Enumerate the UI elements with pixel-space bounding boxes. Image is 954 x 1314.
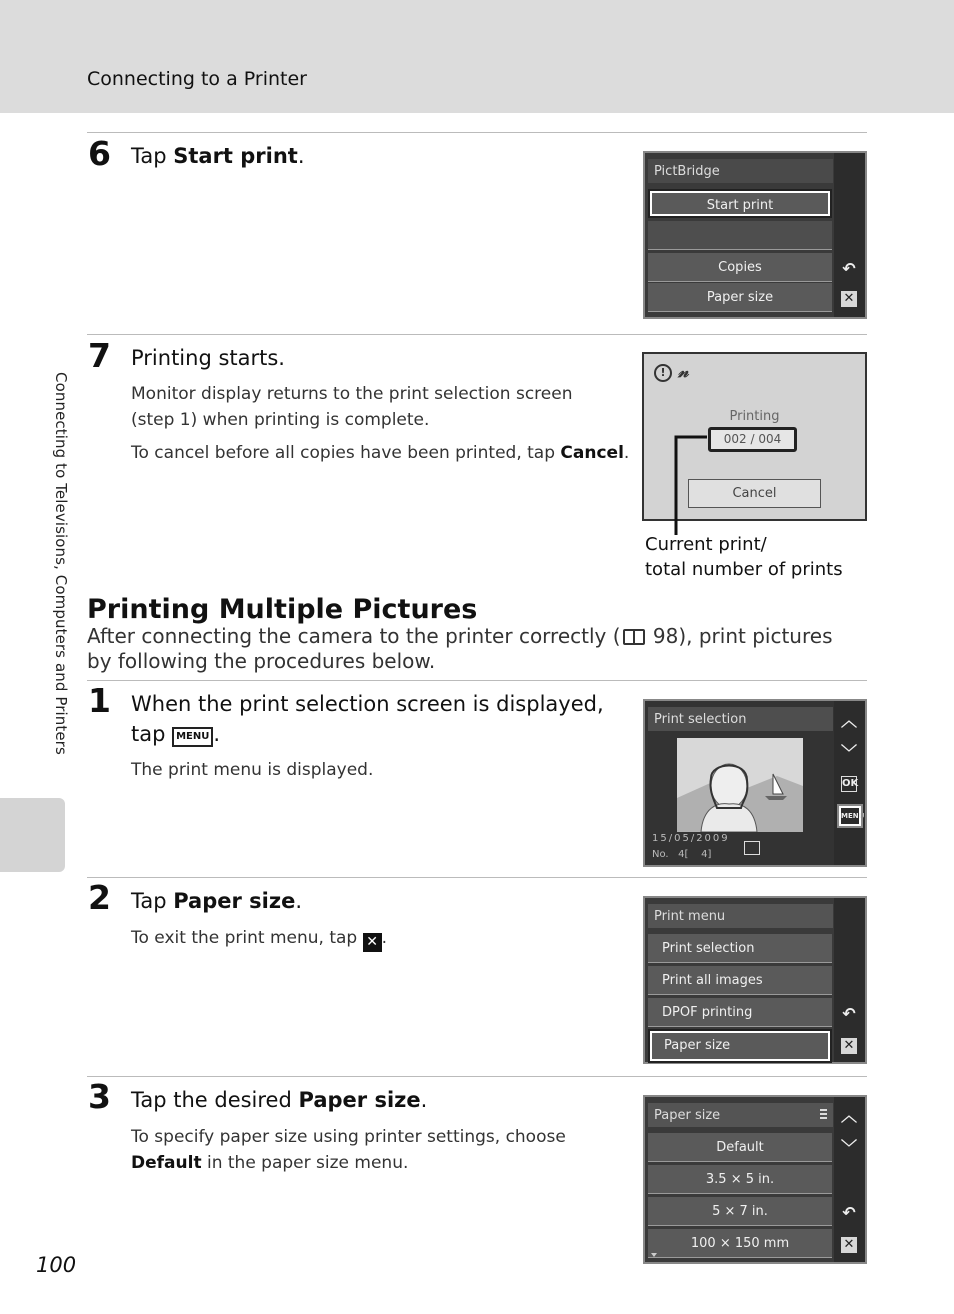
divider: [87, 877, 867, 878]
step-heading: When the print selection screen is displayed, tap MENU .: [131, 692, 604, 746]
section-intro: After connecting the camera to the printer correctly ( 98), print pictures by following the procedures below.: [87, 624, 833, 673]
screen-title: Print menu: [648, 904, 833, 928]
print-selection-screen: [643, 699, 867, 867]
print-menu-screen: [643, 896, 867, 1064]
back-icon[interactable]: ↶: [842, 259, 856, 278]
photo-thumbnail: [677, 738, 803, 832]
menu-item-print-all[interactable]: Print all images: [648, 966, 832, 995]
scroll-down-icon: [651, 1253, 657, 1257]
menu-item-blank: [648, 221, 832, 250]
chevron-down-icon[interactable]: ﹀: [840, 743, 857, 762]
printer-icon: 𝓃: [678, 362, 689, 382]
scroll-indicator-icon: [820, 1109, 827, 1120]
chevron-down-icon[interactable]: ﹀: [840, 1138, 857, 1157]
section-title: Connecting to a Printer: [87, 68, 307, 90]
step-number: 6: [88, 134, 111, 173]
printing-label: Printing: [729, 409, 780, 424]
menu-icon[interactable]: MENU: [839, 806, 861, 826]
screen-title: PictBridge: [648, 159, 833, 183]
back-icon[interactable]: ↶: [842, 1203, 856, 1222]
step-body: To specify paper size using printer settings, choose Default in the paper size menu.: [131, 1127, 566, 1173]
pictbridge-screen: [643, 151, 867, 319]
menu-item-default[interactable]: Default: [648, 1133, 832, 1162]
menu-item-100x150[interactable]: 100 × 150 mm: [648, 1229, 832, 1258]
chapter-tab: [0, 798, 65, 872]
header-band: [0, 0, 954, 113]
close-icon: ✕: [363, 933, 382, 952]
step-number: 7: [88, 336, 111, 375]
menu-item-copies[interactable]: Copies: [648, 253, 832, 282]
menu-item-3x5[interactable]: 3.5 × 5 in.: [648, 1165, 832, 1194]
step-heading: Tap Start print.: [131, 144, 305, 168]
paper-size-screen: [643, 1095, 867, 1264]
chevron-up-icon[interactable]: ︿: [840, 711, 857, 730]
section-heading: Printing Multiple Pictures: [87, 594, 478, 625]
step-body: Monitor display returns to the print selection screen (step 1) when printing is complete.: [131, 384, 573, 430]
menu-item-start-print[interactable]: Start print: [648, 189, 832, 218]
screen-title: Print selection: [648, 707, 833, 731]
divider: [87, 334, 867, 335]
cancel-button[interactable]: Cancel: [688, 479, 821, 508]
alert-icon: !: [654, 364, 672, 382]
close-icon[interactable]: ✕: [841, 1038, 857, 1054]
chevron-up-icon[interactable]: ︿: [840, 1106, 857, 1125]
divider: [87, 680, 867, 681]
step-number: 1: [88, 681, 111, 720]
callout-label: Current print/ total number of prints: [645, 534, 843, 580]
ok-icon[interactable]: OK: [841, 776, 857, 792]
back-icon[interactable]: ↶: [842, 1004, 856, 1023]
step-body: The print menu is displayed.: [131, 760, 374, 780]
print-icon: [744, 841, 760, 855]
menu-item-print-selection[interactable]: Print selection: [648, 934, 832, 963]
callout-leader: [670, 433, 710, 538]
page-number: 100: [36, 1253, 77, 1277]
step-body: To cancel before all copies have been printed, tap Cancel.: [131, 443, 630, 463]
menu-item-dpof[interactable]: DPOF printing: [648, 998, 832, 1027]
step-body: To exit the print menu, tap ✕ .: [131, 928, 388, 950]
step-number: 2: [88, 878, 111, 917]
step-heading: Printing starts.: [131, 346, 285, 370]
step-heading: Tap Paper size.: [131, 889, 303, 913]
step-number: 3: [88, 1077, 111, 1116]
photo-count: No. 4[ 4]: [652, 849, 712, 860]
divider: [87, 1076, 867, 1077]
print-counter: 002 / 004: [708, 427, 797, 452]
menu-icon: MENU: [172, 727, 213, 747]
menu-item-5x7[interactable]: 5 × 7 in.: [648, 1197, 832, 1226]
photo-date: 15/05/2009: [652, 833, 730, 844]
chapter-caption: Connecting to Televisions, Computers and Printers: [52, 372, 70, 755]
divider: [87, 132, 867, 133]
close-icon[interactable]: ✕: [841, 291, 857, 307]
close-icon[interactable]: ✕: [841, 1237, 857, 1253]
screen-title: Paper size: [648, 1103, 833, 1127]
menu-item-paper-size[interactable]: Paper size: [648, 1029, 832, 1063]
book-icon: [623, 629, 645, 645]
step-heading: Tap the desired Paper size.: [131, 1088, 428, 1112]
menu-item-paper-size[interactable]: Paper size: [648, 283, 832, 312]
